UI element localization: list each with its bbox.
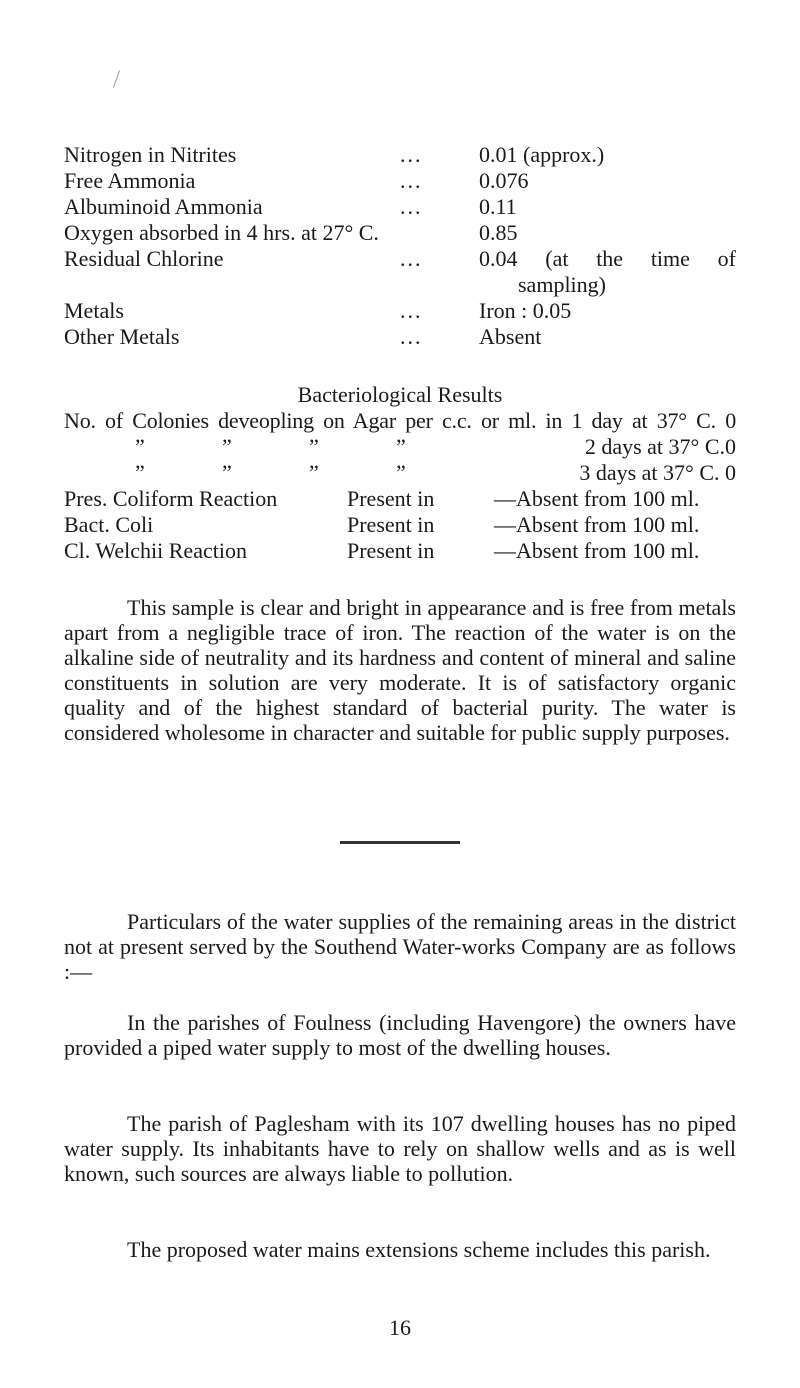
row-value: 0.11 (479, 194, 517, 219)
row-value-continued: sampling) (518, 272, 606, 297)
test-present: Present in (347, 512, 435, 537)
row-label: Nitrogen in Nitrites (64, 142, 237, 167)
row-value: 0.076 (479, 168, 529, 193)
ditto-mark: ” (135, 460, 145, 485)
colonies-line: No. of Colonies deveopling on Agar per c.c. or ml. in 1 day at 37° C. 0 (64, 408, 736, 433)
row-dots: ... (400, 298, 423, 323)
row-value: Absent (479, 324, 542, 349)
test-result: —Absent from 100 ml. (494, 538, 700, 563)
body-paragraph: The proposed water mains extensions scheme includes this parish. (127, 1237, 711, 1262)
colonies-2-days: 2 days at 37° C.0 (584, 434, 736, 459)
section-heading: Bacteriological Results (297, 382, 503, 407)
page-number: 16 (389, 1315, 411, 1340)
row-dots: ... (400, 194, 423, 219)
row-label: Oxygen absorbed in 4 hrs. at 27° C. (64, 220, 379, 245)
test-result: —Absent from 100 ml. (494, 512, 700, 537)
ditto-mark: ” (135, 434, 145, 459)
row-label: Albuminoid Ammonia (64, 194, 263, 219)
row-label: Other Metals (64, 324, 180, 349)
colonies-3-days: 3 days at 37° C. 0 (579, 460, 736, 485)
ditto-mark: ” (396, 460, 406, 485)
test-label: Pres. Coliform Reaction (64, 486, 278, 511)
row-dots: ... (400, 168, 423, 193)
test-present: Present in (347, 486, 435, 511)
row-value: 0.04 (at the time of (479, 246, 736, 271)
test-label: Cl. Welchii Reaction (64, 538, 247, 563)
body-paragraph: In the parishes of Foulness (including Havengore) the owners have provided a piped water supply to most of the dwelling houses. (64, 1010, 736, 1060)
row-dots: ... (400, 246, 423, 271)
test-result: —Absent from 100 ml. (494, 486, 700, 511)
ditto-mark: ” (222, 460, 232, 485)
body-paragraph: The parish of Paglesham with its 107 dwelling houses has no piped water supply. Its inhabitants have to rely on shallow wells and as is well known, such sources are always liable to pollution. (64, 1111, 736, 1186)
row-label: Free Ammonia (64, 168, 196, 193)
test-present: Present in (347, 538, 435, 563)
row-dots: ... (400, 142, 423, 167)
summary-paragraph: This sample is clear and bright in appearance and is free from metals apart from a negligible trace of iron. The reaction of the water is on the alkaline side of neutrality and its hardness and content of mineral and saline constituents in solution are very moderate. It is of satisfactory organic quality and of the highest standard of bacterial purity. The water is considered wholesome in character and suitable for public supply purposes. (64, 595, 736, 745)
row-label: Metals (64, 298, 124, 323)
row-value: 0.01 (approx.) (479, 142, 605, 167)
test-label: Bact. Coli (64, 512, 154, 537)
row-label: Residual Chlorine (64, 246, 224, 271)
ditto-mark: ” (309, 460, 319, 485)
ditto-mark: ” (309, 434, 319, 459)
body-paragraph: Particulars of the water supplies of the remaining areas in the district not at present served by the Southend Water-works Company are as follows :— (64, 909, 736, 984)
stray-mark (113, 70, 120, 87)
ditto-mark: ” (222, 434, 232, 459)
section-divider (340, 841, 460, 844)
row-value: Iron : 0.05 (479, 298, 572, 323)
ditto-mark: ” (396, 434, 406, 459)
row-value: 0.85 (479, 220, 518, 245)
row-dots: ... (400, 324, 423, 349)
